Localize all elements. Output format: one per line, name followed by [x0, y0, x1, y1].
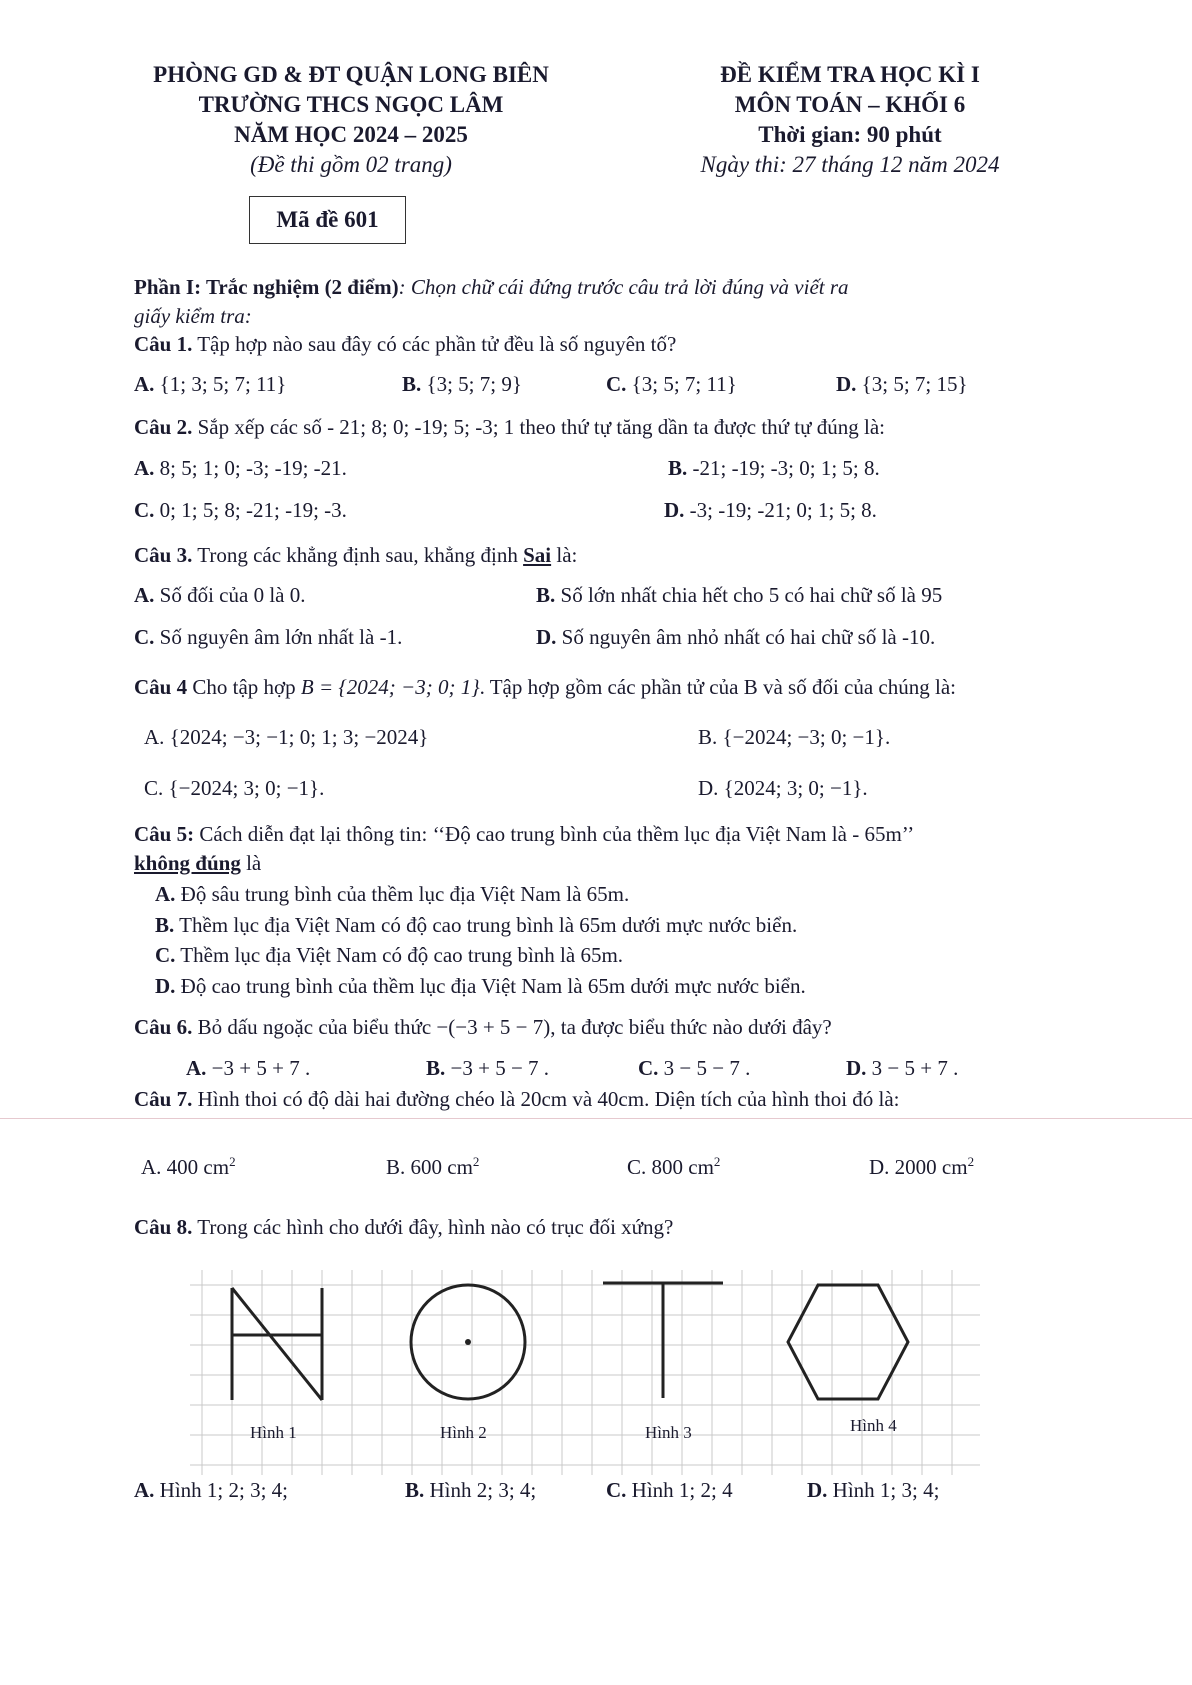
q3-option-a — [134, 581, 305, 609]
option-text: A. 400 cm — [141, 1155, 230, 1179]
question-text-end: là: — [551, 543, 578, 567]
option-text: Hình 1; 3; 4; — [827, 1478, 940, 1502]
q5-option-c — [155, 941, 623, 969]
question-5 — [134, 820, 914, 848]
q3-option-b — [536, 581, 942, 609]
q6-option-b — [426, 1054, 549, 1082]
q8-option-a — [134, 1476, 288, 1504]
part1-instruction-cont: giấy kiểm tra: — [134, 304, 252, 328]
option-label: B. — [402, 372, 422, 396]
q1-option-d — [836, 370, 968, 398]
q7-option-d — [869, 1148, 974, 1181]
option-label: B. — [668, 456, 688, 480]
option-label: C. — [144, 776, 164, 800]
question-text: Sắp xếp các số - 21; 8; 0; -19; 5; -3; 1 theo thứ tự tăng dần ta được thứ tự đúng là: — [192, 415, 886, 439]
question-label: Câu 1. — [134, 332, 193, 356]
option-text: 0; 1; 5; 8; -21; -19; -3. — [154, 498, 347, 522]
question-text: Hình thoi có độ dài hai đường chéo là 20cm và 40cm. Diện tích của hình thoi đó là: — [192, 1087, 900, 1111]
option-text: Số đối của 0 là 0. — [154, 583, 306, 607]
option-text: Số lớn nhất chia hết cho 5 có hai chữ số là 95 — [555, 583, 943, 607]
figure-4-hexagon — [788, 1285, 908, 1399]
q7-option-a — [141, 1148, 236, 1181]
question-label: Câu 8. — [134, 1215, 193, 1239]
superscript: 2 — [967, 1154, 975, 1169]
option-label: D. — [807, 1478, 828, 1502]
figure-4-label: Hình 4 — [850, 1416, 897, 1435]
q1-option-c — [606, 370, 737, 398]
duration: Thời gian: 90 phút — [758, 122, 942, 147]
question-2 — [134, 413, 885, 441]
option-label: C. — [134, 625, 155, 649]
option-text: Số nguyên âm nhỏ nhất có hai chữ số là -10. — [556, 625, 936, 649]
exam-date: Ngày thi: 27 tháng 12 năm 2024 — [700, 152, 1000, 177]
option-label: D. — [846, 1056, 867, 1080]
option-text: 3 − 5 − 7 . — [658, 1056, 751, 1080]
q7-option-c — [627, 1148, 720, 1181]
q2-option-c — [134, 496, 347, 524]
option-label: B. — [426, 1056, 446, 1080]
option-text: Độ cao trung bình của thềm lục địa Việt Nam là 65m dưới mực nước biển. — [175, 974, 806, 998]
option-label: C. — [155, 943, 176, 967]
q8-option-d — [807, 1476, 939, 1504]
question-text: Trong các khẳng định sau, khẳng định — [192, 543, 524, 567]
question-text: Trong các hình cho dưới đây, hình nào có trục đối xứng? — [192, 1215, 674, 1239]
question-label: Câu 5: — [134, 822, 195, 846]
option-label: A. — [134, 372, 155, 396]
grid-lines — [190, 1270, 980, 1475]
part1-title: Phần I: Trắc nghiệm (2 điểm) — [134, 275, 399, 299]
option-text: Thềm lục địa Việt Nam có độ cao trung bình là 65m dưới mực nước biển. — [174, 913, 798, 937]
q4-option-d — [698, 774, 868, 802]
question-keyword: không đúng — [134, 851, 241, 875]
option-label: D. — [836, 372, 857, 396]
option-label: D. — [536, 625, 557, 649]
question-label: Câu 3. — [134, 543, 193, 567]
option-text: {3; 5; 7; 11} — [626, 372, 737, 396]
q6-option-a — [186, 1054, 310, 1082]
question-label: Câu 4 — [134, 675, 188, 699]
option-label: B. — [698, 725, 718, 749]
q7-option-b — [386, 1148, 479, 1181]
question-keyword: Sai — [523, 543, 552, 567]
option-label: A. — [144, 725, 165, 749]
q5-option-b — [155, 911, 797, 939]
option-text: Hình 2; 3; 4; — [424, 1478, 537, 1502]
q6-option-d — [846, 1054, 958, 1082]
option-label: C. — [606, 372, 627, 396]
symmetry-figures — [190, 1270, 980, 1475]
question-text: Tập hợp nào sau đây có các phần tử đều là số nguyên tố? — [192, 332, 677, 356]
option-text: {−2024; 3; 0; −1}. — [163, 776, 325, 800]
figure-2-label: Hình 2 — [440, 1423, 487, 1442]
q1-option-b — [402, 370, 522, 398]
question-3 — [134, 541, 577, 569]
figure-3-letter-t — [603, 1283, 723, 1398]
option-text: {1; 3; 5; 7; 11} — [154, 372, 287, 396]
option-text: −3 + 5 + 7 . — [206, 1056, 311, 1080]
figure-2-circle — [411, 1285, 525, 1399]
option-label: A. — [134, 583, 155, 607]
q5-option-a — [155, 880, 629, 908]
option-label: A. — [155, 882, 176, 906]
question-text: Cách diễn đạt lại thông tin: ‘‘Độ cao trung bình của thềm lục địa Việt Nam là - 65m’’ — [194, 822, 915, 846]
figure-1-label: Hình 1 — [250, 1423, 297, 1442]
option-text: C. 800 cm — [627, 1155, 714, 1179]
question-label: Câu 6. — [134, 1015, 193, 1039]
option-text: Số nguyên âm lớn nhất là -1. — [154, 625, 403, 649]
option-label: A. — [134, 456, 155, 480]
school-year: NĂM HỌC 2024 – 2025 — [234, 122, 468, 147]
subject-grade: MÔN TOÁN – KHỐI 6 — [734, 92, 966, 117]
option-label: B. — [405, 1478, 425, 1502]
option-text: {3; 5; 7; 9} — [421, 372, 522, 396]
option-text: Độ sâu trung bình của thềm lục địa Việt Nam là 65m. — [175, 882, 630, 906]
question-5-cont — [134, 849, 261, 877]
header-left — [126, 60, 576, 180]
figure-1-letter-n — [232, 1288, 322, 1400]
q3-option-c — [134, 623, 402, 651]
q3-option-d — [536, 623, 935, 651]
option-label: D. — [664, 498, 685, 522]
q4-option-a — [144, 723, 428, 751]
option-label: C. — [134, 498, 155, 522]
question-4 — [134, 673, 956, 701]
q6-option-c — [638, 1054, 750, 1082]
option-text: {3; 5; 7; 15} — [856, 372, 968, 396]
option-label: B. — [155, 913, 175, 937]
superscript: 2 — [229, 1154, 236, 1169]
option-text: {2024; −3; −1; 0; 1; 3; −2024} — [164, 725, 429, 749]
question-label: Câu 7. — [134, 1087, 193, 1111]
option-text: D. 2000 cm — [869, 1155, 968, 1179]
option-label: D. — [155, 974, 176, 998]
option-text: Thềm lục địa Việt Nam có độ cao trung bình là 65m. — [175, 943, 624, 967]
option-label: A. — [134, 1478, 155, 1502]
option-text: Hình 1; 2; 3; 4; — [154, 1478, 289, 1502]
option-text: -3; -19; -21; 0; 1; 5; 8. — [684, 498, 877, 522]
option-text: B. 600 cm — [386, 1155, 473, 1179]
option-label: A. — [186, 1056, 207, 1080]
question-text: Cho tập hợp — [187, 675, 301, 699]
q2-option-d — [664, 496, 877, 524]
option-label: D. — [698, 776, 719, 800]
question-6 — [134, 1013, 832, 1041]
figure-3-label: Hình 3 — [645, 1423, 692, 1442]
question-7 — [134, 1085, 900, 1113]
scan-line — [0, 1118, 1192, 1119]
q8-option-b — [405, 1476, 536, 1504]
superscript: 2 — [713, 1154, 721, 1169]
option-text: 8; 5; 1; 0; -3; -19; -21. — [154, 456, 347, 480]
header-right — [660, 60, 1040, 180]
question-1 — [134, 330, 676, 358]
option-text: 3 − 5 + 7 . — [866, 1056, 959, 1080]
page-count-note: (Đề thi gồm 02 trang) — [250, 152, 452, 177]
option-text: {−2024; −3; 0; −1}. — [717, 725, 891, 749]
option-label: B. — [536, 583, 556, 607]
q1-option-a — [134, 370, 286, 398]
question-8 — [134, 1213, 673, 1241]
question-text: Bỏ dấu ngoặc của biểu thức −(−3 + 5 − 7), ta được biểu thức nào dưới đây? — [192, 1015, 832, 1039]
q4-option-c — [144, 774, 324, 802]
option-label: C. — [638, 1056, 659, 1080]
q4-option-b — [698, 723, 890, 751]
part1-heading — [134, 273, 849, 301]
option-text: −3 + 5 − 7 . — [445, 1056, 550, 1080]
question-text-end: là — [240, 851, 262, 875]
option-text: Hình 1; 2; 4 — [626, 1478, 733, 1502]
q2-option-b — [668, 454, 880, 482]
option-label: C. — [606, 1478, 627, 1502]
exam-code-box — [249, 196, 406, 244]
question-text-end: . Tập hợp gồm các phần tử của B và số đối của chúng là: — [479, 675, 956, 699]
q8-option-c — [606, 1476, 733, 1504]
superscript: 2 — [472, 1154, 480, 1169]
set-definition: B = {2024; −3; 0; 1} — [300, 675, 480, 699]
part1-instruction: : Chọn chữ cái đứng trước câu trả lời đúng và viết ra — [398, 275, 849, 299]
exam-title: ĐỀ KIỂM TRA HỌC KÌ I — [720, 62, 980, 87]
exam-code: Mã đề 601 — [276, 207, 379, 232]
question-label: Câu 2. — [134, 415, 193, 439]
option-text: -21; -19; -3; 0; 1; 5; 8. — [687, 456, 880, 480]
department-name: PHÒNG GD & ĐT QUẬN LONG BIÊN — [153, 62, 549, 87]
option-text: {2024; 3; 0; −1}. — [718, 776, 868, 800]
q5-option-d — [155, 972, 806, 1000]
q2-option-a — [134, 454, 347, 482]
school-name: TRƯỜNG THCS NGỌC LÂM — [198, 92, 504, 117]
